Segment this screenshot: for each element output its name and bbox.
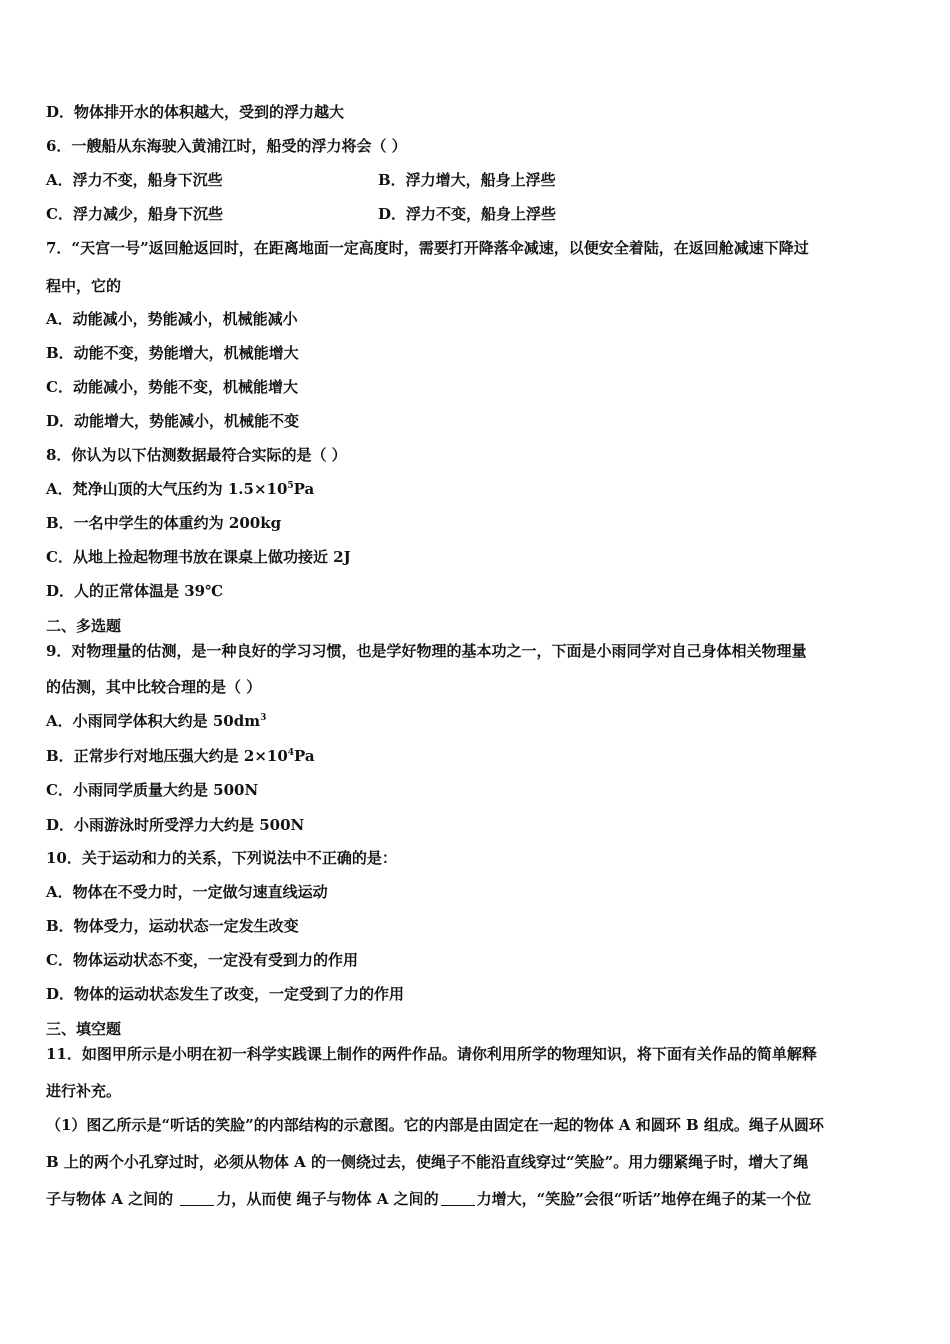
q9-option-a-exponent: 3 [260,713,267,723]
q6-stem: 6．一艘船从东海驶入黄浦江时，船受的浮力将会（ ） [46,137,407,155]
answer-blank-1[interactable] [180,1191,214,1206]
q10-option-c: C．物体运动状态不变，一定没有受到力的作用 [46,951,358,969]
answer-blank-2[interactable] [441,1191,475,1206]
q9-stem-line2: 的估测，其中比较合理的是（ ） [46,678,262,696]
q9-option-b-exponent: 4 [287,748,295,758]
q7-option-c: C．动能减小，势能不变，机械能增大 [46,378,298,396]
q8-option-b: B．一名中学生的体重约为 200kg [46,514,282,532]
q6-option-d: D．浮力不变，船身上浮些 [378,205,557,223]
q11-stem-line1: 11．如图甲所示是小明在初一科学实践课上制作的两件作品。请你利用所学的物理知识，将下面有关作品的简单解释 [46,1045,817,1063]
q6-option-a: A．浮力不变，船身下沉些 [46,171,223,189]
q9-option-b-unit: Pa [294,747,315,765]
section-multiple-choice-title: 二、多选题 [46,617,122,635]
q6-option-c: C．浮力减少，船身下沉些 [46,205,223,223]
q8-option-a-text: A．梵净山顶的大气压约为 1.5×10 [46,480,288,498]
q8-option-a-exponent: 5 [287,481,294,491]
q7-option-d: D．动能增大，势能减小，机械能不变 [46,412,300,430]
q11-part1-line1: （1）图乙所示是“听话的笑脸”的内部结构的示意图。它的内部是由固定在一起的物体 A 和圆环 B 组成。绳子从圆环 [46,1116,824,1134]
q11-part1-line2: B 上的两个小孔穿过时，必须从物体 A 的一侧绕过去，使绳子不能沿直线穿过“笑脸”。用力绷紧绳子时，增大了绳 [46,1153,809,1171]
q6-option-b: B．浮力增大，船身上浮些 [378,171,556,189]
q9-option-d: D．小雨游泳时所受浮力大约是 500N [46,816,305,834]
q9-option-b-text: B．正常步行对地压强大约是 2×10 [46,747,288,765]
q7-option-a: A．动能减小，势能减小，机械能减小 [46,310,298,328]
q11-part1-line3 [46,1189,811,1209]
q10-option-d: D．物体的运动状态发生了改变，一定受到了力的作用 [46,985,405,1003]
q9-option-b [46,746,315,766]
q7-option-b: B．动能不变，势能增大，机械能增大 [46,344,299,362]
q8-stem: 8．你认为以下估测数据最符合实际的是（ ） [46,446,347,464]
q8-option-c: C．从地上捡起物理书放在课桌上做功接近 2J [46,548,351,566]
q5-option-d: D．物体排开水的体积越大，受到的浮力越大 [46,103,345,121]
q11-part1-line3-middle: 力，从而使 绳子与物体 A 之间的 [216,1190,439,1208]
q9-option-c: C．小雨同学质量大约是 500N [46,781,259,799]
q9-stem-line1: 9．对物理量的估测，是一种良好的学习习惯，也是学好物理的基本功之一，下面是小雨同学对自己身体相关物理量 [46,642,807,660]
q10-option-a: A．物体在不受力时，一定做匀速直线运动 [46,883,328,901]
q10-option-b: B．物体受力，运动状态一定发生改变 [46,917,299,935]
q11-part1-line3-start: 子与物体 A 之间的 [46,1190,179,1208]
q9-option-a-text: A．小雨同学体积大约是 50dm [46,712,261,730]
q8-option-a [46,479,314,499]
q9-option-a [46,711,266,731]
q11-part1-line3-end: 力增大，“笑脸”会很“听话”地停在绳子的某一个位 [476,1190,812,1208]
q8-option-d: D．人的正常体温是 39℃ [46,582,224,600]
q10-stem: 10．关于运动和力的关系，下列说法中不正确的是： [46,849,397,867]
q11-stem-line2: 进行补充。 [46,1082,122,1100]
q7-stem-line1: 7．“天宫一号”返回舱返回时，在距离地面一定高度时，需要打开降落伞减速，以便安全着陆，在返回舱减速下降过 [46,239,809,257]
section-fill-in-title: 三、填空题 [46,1020,122,1038]
q8-option-a-unit: Pa [293,480,315,498]
q7-stem-line2: 程中，它的 [46,277,122,295]
